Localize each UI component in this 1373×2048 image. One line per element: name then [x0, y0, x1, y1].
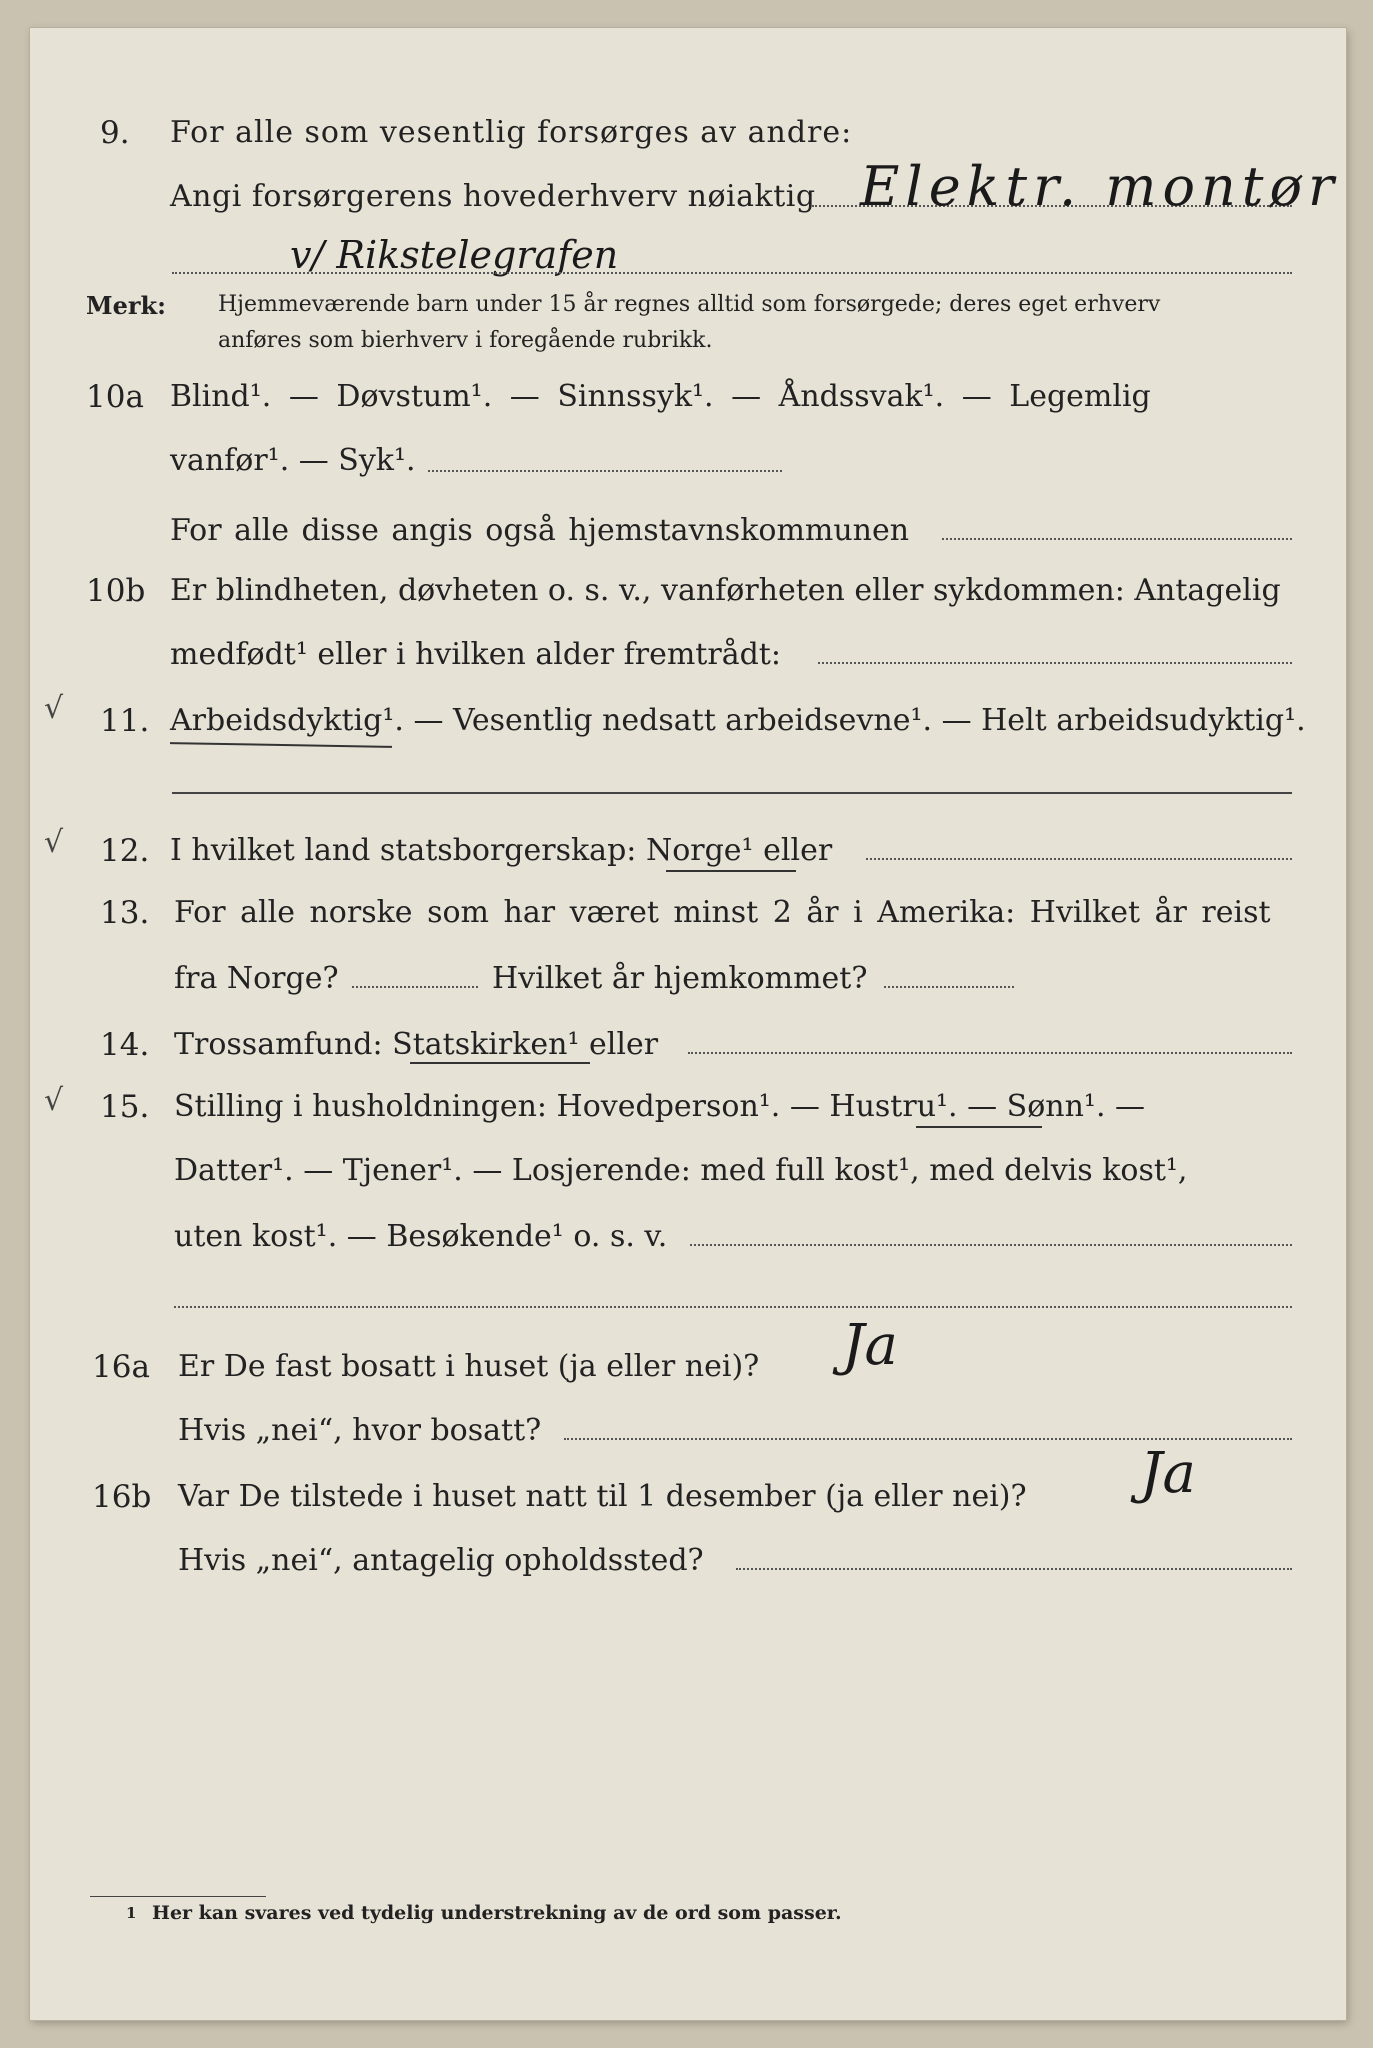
q9-handwritten-occupation[interactable]: Elektr. montør — [860, 155, 1340, 218]
q11-options-rest: — Vesentlig nedsatt arbeidsevne¹. — Helt arbeidsudyktig¹. — [403, 703, 1306, 738]
q13-number: 13. — [100, 895, 150, 931]
q12-line1 — [170, 833, 833, 868]
q9-answer-line2 — [172, 272, 1292, 274]
q10a-answer-line — [428, 470, 782, 472]
census-form-page — [30, 28, 1346, 2020]
q12-number: 12. — [100, 833, 150, 869]
q11-option-arbeidsdyktig[interactable]: Arbeidsdyktig¹. — [170, 703, 404, 738]
q9-line1: For alle som vesentlig forsørges av andre: — [170, 115, 853, 150]
q15-number: 15. — [100, 1089, 150, 1125]
q16b-line2: Hvis „nei“, antagelig opholdssted? — [178, 1543, 704, 1578]
footnote-mark: 1 — [126, 1904, 137, 1922]
q15-line2: Datter¹. — Tjener¹. — Losjerende: med full kost¹, med delvis kost¹, — [174, 1153, 1188, 1188]
merk-line1: Hjemmeværende barn under 15 år regnes alltid som forsørgede; deres eget erhverv — [218, 292, 1161, 317]
q13-line2a: fra Norge? — [174, 961, 339, 996]
q9-number: 9. — [100, 115, 130, 151]
q10b-answer-line — [818, 662, 1292, 664]
q14-label: Trossamfund: — [174, 1027, 383, 1062]
q13-hjemkommet-line — [884, 986, 1014, 988]
q15-options-rest: — Sønn¹. — — [967, 1089, 1146, 1124]
q14-line1 — [174, 1027, 659, 1062]
q12-option-norge[interactable]: Norge¹ — [645, 833, 754, 868]
footnote-separator — [90, 1896, 266, 1897]
q12-label: I hvilket land statsborgerskap: — [170, 833, 637, 868]
q16a-number: 16a — [92, 1349, 150, 1385]
q12-underline-mark — [666, 870, 796, 872]
q11-line1 — [170, 703, 1306, 738]
q12-eller: eller — [763, 833, 833, 868]
q10b-line1: Er blindheten, døvheten o. s. v., vanførheten eller sykdommen: Antagelig — [170, 573, 1281, 608]
q9-handwritten-employer[interactable]: v/ Rikstelegrafen — [290, 233, 619, 277]
q14-number: 14. — [100, 1027, 150, 1063]
q11-answer-line — [172, 792, 1292, 794]
q16b-number: 16b — [92, 1479, 152, 1515]
margin-check-mark-12: √ — [44, 825, 64, 860]
q16a-handwritten-answer[interactable]: Ja — [842, 1313, 898, 1378]
margin-check-mark-15: √ — [44, 1083, 64, 1118]
q10a-number: 10a — [86, 379, 144, 415]
q16a-line2: Hvis „nei“, hvor bosatt? — [178, 1413, 542, 1448]
q15-answer-line2 — [174, 1306, 1292, 1308]
q14-underline-mark — [410, 1062, 590, 1064]
q10a-hjemstavn-line — [942, 538, 1292, 540]
q10b-number: 10b — [86, 573, 146, 609]
margin-check-mark-11: √ — [44, 691, 64, 726]
q10a-line3: For alle disse angis også hjemstavnskommunen — [170, 513, 910, 548]
q15-option-hustru[interactable]: Hustru¹. — [829, 1089, 958, 1124]
q14-eller: eller — [589, 1027, 659, 1062]
q14-answer-line — [688, 1052, 1292, 1054]
q16b-handwritten-answer[interactable]: Ja — [1140, 1441, 1196, 1506]
q12-answer-line — [866, 858, 1292, 860]
q13-line2b: Hvilket år hjemkommet? — [492, 961, 868, 996]
q15-label: Stilling i husholdningen: Hovedperson¹. — — [174, 1089, 820, 1124]
q16b-answer-line — [736, 1568, 1292, 1570]
q16a-line1: Er De fast bosatt i huset (ja eller nei)? — [178, 1349, 760, 1384]
q13-line1: For alle norske som har været minst 2 år i Amerika: Hvilket år reist — [174, 895, 1271, 930]
q15-underline-mark — [916, 1126, 1042, 1128]
merk-label: Merk: — [86, 291, 166, 320]
q15-line3: uten kost¹. — Besøkende¹ o. s. v. — [174, 1219, 668, 1254]
q11-number: 11. — [100, 703, 150, 739]
q10a-line2: vanfør¹. — Syk¹. — [170, 443, 416, 478]
q16a-answer-line — [564, 1438, 1292, 1440]
merk-line2: anføres som bierhverv i foregående rubrikk. — [218, 328, 713, 353]
q15-line1 — [174, 1089, 1146, 1124]
q15-answer-line1 — [690, 1244, 1292, 1246]
footnote-text: Her kan svares ved tydelig understrekning av de ord som passer. — [152, 1902, 842, 1924]
q16b-line1: Var De tilstede i huset natt til 1 desember (ja eller nei)? — [178, 1479, 1027, 1514]
q10b-line2: medfødt¹ eller i hvilken alder fremtrådt: — [170, 637, 781, 672]
q14-option-statskirken[interactable]: Statskirken¹ — [392, 1027, 580, 1062]
q10a-line1: Blind¹. — Døvstum¹. — Sinnssyk¹. — Åndssvak¹. — Legemlig — [170, 379, 1151, 414]
q9-line2: Angi forsørgerens hovederhverv nøiaktig — [170, 179, 816, 214]
q13-reist-line — [352, 986, 478, 988]
